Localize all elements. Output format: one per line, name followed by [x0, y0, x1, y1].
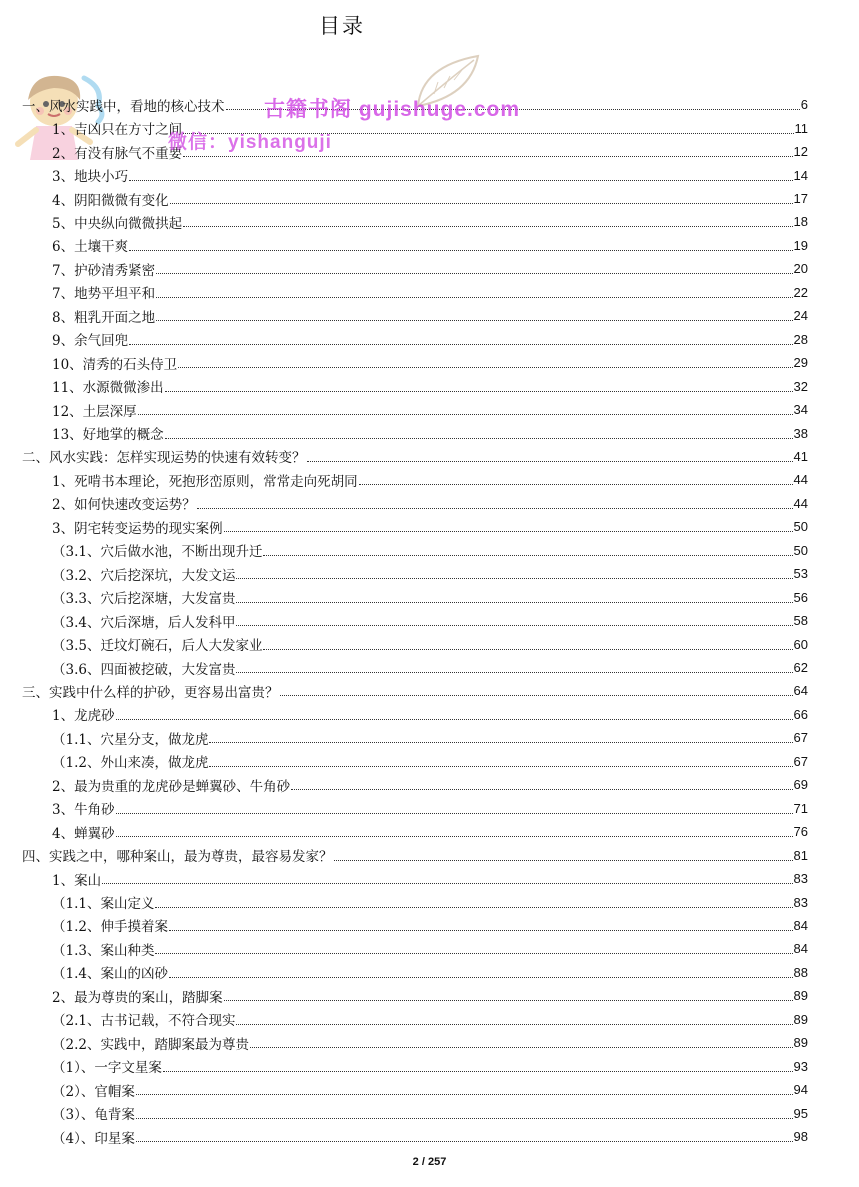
toc-dot-leader	[224, 1000, 793, 1001]
toc-dot-leader	[197, 508, 793, 509]
toc-entry[interactable]	[52, 398, 808, 421]
toc-dot-leader	[183, 156, 792, 157]
toc-entry-page-number: 94	[793, 1082, 808, 1098]
toc-entry[interactable]	[52, 726, 808, 749]
toc-entry-label: 9、余气回兜	[52, 333, 129, 350]
toc-entry-page-number: 89	[793, 1011, 808, 1027]
toc-entry-page-number: 6	[800, 97, 808, 113]
toc-entry-page-number: 93	[793, 1058, 808, 1074]
toc-entry-page-number: 28	[793, 331, 808, 347]
toc-entry[interactable]	[52, 1101, 808, 1124]
toc-entry[interactable]	[52, 937, 808, 960]
toc-entry-label: 2、如何快速改变运势？	[52, 497, 196, 514]
toc-entry-label: （3.2、穴后挖深坑，大发文运	[52, 567, 236, 584]
toc-entry[interactable]	[52, 750, 808, 773]
toc-entry-label: 12、土层深厚	[52, 403, 137, 420]
toc-dot-leader	[263, 649, 792, 650]
toc-entry-page-number: 71	[793, 800, 808, 816]
toc-entry-label: （1.1、案山定义	[52, 896, 155, 913]
toc-entry-page-number: 62	[793, 660, 808, 676]
toc-entry-label: 10、清秀的石头侍卫	[52, 356, 178, 373]
toc-entry-page-number: 24	[793, 308, 808, 324]
toc-entry[interactable]	[52, 656, 808, 679]
toc-entry-page-number: 19	[793, 237, 808, 253]
toc-entry-label: 1、吉凶只在方寸之间	[52, 122, 183, 139]
toc-entry[interactable]	[52, 304, 808, 327]
toc-dot-leader	[224, 531, 793, 532]
toc-dot-leader	[155, 907, 792, 908]
toc-entry-label: 2、最为尊贵的案山，踏脚案	[52, 989, 223, 1006]
toc-entry-page-number: 50	[793, 542, 808, 558]
toc-dot-leader	[236, 625, 792, 626]
toc-entry-label: 4、阴阳微微有变化	[52, 192, 169, 209]
toc-dot-leader	[334, 860, 793, 861]
toc-entry[interactable]	[52, 210, 808, 233]
toc-entry-page-number: 44	[793, 495, 808, 511]
toc-dot-leader	[116, 813, 793, 814]
toc-entry[interactable]	[52, 632, 808, 655]
toc-entry[interactable]	[22, 843, 808, 866]
toc-dot-leader	[280, 695, 793, 696]
toc-entry-page-number: 12	[793, 144, 808, 160]
toc-entry-page-number: 88	[793, 964, 808, 980]
toc-entry-label: 三、实践中什么样的护砂，更容易出富贵？	[22, 684, 279, 701]
toc-dot-leader	[263, 555, 792, 556]
toc-entry[interactable]	[52, 351, 808, 374]
toc-entry-label: （3.4、穴后深塘，后人发科甲	[52, 614, 236, 631]
toc-entry-label: （2）、官帽案	[52, 1083, 135, 1100]
toc-dot-leader	[116, 836, 793, 837]
toc-dot-leader	[169, 977, 793, 978]
toc-entry[interactable]	[52, 585, 808, 608]
toc-entry-label: 8、粗乳开面之地	[52, 309, 156, 326]
page-title: 目录	[319, 14, 365, 38]
toc-dot-leader	[129, 250, 792, 251]
toc-entry-label: 3、阴宅转变运势的现实案例	[52, 520, 223, 537]
toc-entry-page-number: 69	[793, 777, 808, 793]
toc-entry-label: 一、风水实践中，看地的核心技术	[22, 98, 225, 115]
toc-entry-page-number: 76	[793, 824, 808, 840]
toc-entry[interactable]	[52, 468, 808, 491]
toc-entry-label: （1）、一字文星案	[52, 1060, 162, 1077]
toc-entry-label: 二、风水实践：怎样实现运势的快速有效转变？	[22, 450, 306, 467]
toc-entry-label: （1.2、外山来凑，做龙虎	[52, 755, 209, 772]
toc-entry[interactable]	[52, 492, 808, 515]
toc-entry-page-number: 95	[793, 1105, 808, 1121]
toc-entry-page-number: 64	[793, 683, 808, 699]
toc-entry-label: 2、有没有脉气不重要	[52, 145, 183, 162]
toc-entry[interactable]	[52, 515, 808, 538]
toc-dot-leader	[250, 1047, 793, 1048]
toc-entry-label: （1.3、案山种类	[52, 942, 155, 959]
toc-entry[interactable]	[52, 797, 808, 820]
toc-dot-leader	[165, 438, 793, 439]
toc-dot-leader	[178, 367, 792, 368]
toc-dot-leader	[136, 1094, 793, 1095]
toc-entry[interactable]	[52, 257, 808, 280]
toc-entry[interactable]	[52, 609, 808, 632]
toc-entry-page-number: 67	[793, 730, 808, 746]
toc-entry[interactable]	[52, 820, 808, 843]
toc-entry-label: 11、水源微微渗出	[52, 380, 164, 397]
toc-entry[interactable]	[52, 328, 808, 351]
toc-dot-leader	[209, 766, 792, 767]
toc-entry-label: 1、龙虎砂	[52, 708, 115, 725]
toc-entry-label: （2.1、古书记载，不符合现实	[52, 1013, 236, 1030]
toc-entry[interactable]	[52, 961, 808, 984]
toc-entry-label: 2、最为贵重的龙虎砂是蝉翼砂、牛角砂	[52, 778, 291, 795]
toc-dot-leader	[236, 672, 792, 673]
watermark-site: 古籍书阁 gujishuge.com	[264, 98, 521, 121]
toc-dot-leader	[156, 320, 792, 321]
toc-entry-page-number: 29	[793, 355, 808, 371]
toc-dot-leader	[129, 344, 792, 345]
toc-entry-page-number: 11	[794, 120, 808, 136]
toc-entry[interactable]	[52, 562, 808, 585]
toc-entry-page-number: 60	[793, 636, 808, 652]
toc-dot-leader	[291, 789, 792, 790]
toc-entry-page-number: 56	[793, 589, 808, 605]
toc-entry-page-number: 67	[793, 753, 808, 769]
toc-entry[interactable]	[52, 140, 808, 163]
toc-dot-leader	[129, 180, 792, 181]
toc-entry-page-number: 84	[793, 941, 808, 957]
toc-entry[interactable]	[52, 1125, 808, 1148]
toc-dot-leader	[155, 953, 792, 954]
toc-entry-page-number: 38	[793, 425, 808, 441]
toc-entry-label: （3.3、穴后挖深塘，大发富贵	[52, 591, 236, 608]
toc-entry[interactable]	[52, 867, 808, 890]
toc-dot-leader	[116, 719, 793, 720]
toc-dot-leader	[359, 484, 793, 485]
toc-entry-label: （3.6、四面被挖破，大发富贵	[52, 661, 236, 678]
toc-entry-label: （1.2、伸手摸着案	[52, 919, 168, 936]
toc-entry[interactable]	[52, 890, 808, 913]
toc-entry-label: 3、牛角砂	[52, 802, 115, 819]
toc-dot-leader	[307, 461, 793, 462]
toc-entry[interactable]	[52, 773, 808, 796]
toc-entry[interactable]	[52, 421, 808, 444]
toc-dot-leader	[165, 391, 793, 392]
toc-entry[interactable]	[52, 1031, 808, 1054]
toc-entry[interactable]	[52, 539, 808, 562]
toc-entry[interactable]	[52, 703, 808, 726]
toc-entry-page-number: 20	[793, 261, 808, 277]
toc-dot-leader	[156, 297, 792, 298]
toc-entry-page-number: 83	[793, 871, 808, 887]
toc-dot-leader	[183, 226, 792, 227]
toc-entry-label: （2.2、实践中，踏脚案最为尊贵	[52, 1036, 249, 1053]
toc-entry-page-number: 53	[793, 566, 808, 582]
toc-entry-page-number: 84	[793, 917, 808, 933]
toc-dot-leader	[163, 1071, 793, 1072]
toc-entry-page-number: 41	[793, 448, 808, 464]
toc-dot-leader	[136, 1118, 793, 1119]
toc-entry[interactable]	[52, 187, 808, 210]
toc-entry-label: （3）、龟背案	[52, 1107, 135, 1124]
toc-dot-leader	[156, 273, 792, 274]
toc-entry-label: （3.5、迁坟灯碗石，后人大发家业	[52, 638, 263, 655]
toc-entry-label: （1.1、穴星分支，做龙虎	[52, 731, 209, 748]
toc-entry-page-number: 50	[793, 519, 808, 535]
toc-entry-page-number: 89	[793, 1035, 808, 1051]
toc-entry[interactable]	[52, 914, 808, 937]
toc-entry-label: 13、好地掌的概念	[52, 427, 164, 444]
toc-entry[interactable]	[22, 679, 808, 702]
toc-entry-label: 7、护砂清秀紧密	[52, 262, 156, 279]
toc-entry-label: （3.1、穴后做水池，不断出现升迁	[52, 544, 263, 561]
toc-entry[interactable]	[52, 984, 808, 1007]
toc-entry-page-number: 14	[793, 167, 808, 183]
toc-entry[interactable]	[22, 445, 808, 468]
toc-entry-label: （4）、印星案	[52, 1130, 135, 1147]
toc-entry[interactable]	[52, 1008, 808, 1031]
toc-entry-page-number: 34	[793, 402, 808, 418]
toc-dot-leader	[170, 203, 793, 204]
toc-dot-leader	[102, 883, 792, 884]
toc-dot-leader	[136, 1141, 793, 1142]
toc-entry-label: 1、死啃书本理论，死抱形峦原则，常常走向死胡同	[52, 473, 358, 490]
toc-dot-leader	[138, 414, 793, 415]
toc-entry-label: （1.4、案山的凶砂	[52, 966, 168, 983]
page-indicator: 2 / 257	[412, 1156, 447, 1168]
toc-entry[interactable]	[52, 281, 808, 304]
toc-dot-leader	[236, 578, 792, 579]
toc-entry-label: 3、地块小巧	[52, 169, 129, 186]
toc-entry-page-number: 17	[793, 191, 808, 207]
watermark-wechat: 微信：yishanguji	[168, 132, 332, 153]
toc-entry-page-number: 83	[793, 894, 808, 910]
toc-entry-page-number: 98	[793, 1129, 808, 1145]
toc-entry-label: 5、中央纵向微微拱起	[52, 215, 183, 232]
toc-entry-page-number: 22	[793, 284, 808, 300]
toc-entry[interactable]	[52, 234, 808, 257]
toc-entry[interactable]	[52, 1054, 808, 1077]
toc-entry-page-number: 66	[793, 706, 808, 722]
toc-dot-leader	[236, 602, 792, 603]
toc-entry-label: 1、案山	[52, 872, 102, 889]
toc-entry[interactable]	[52, 374, 808, 397]
toc-entry-label: 四、实践之中，哪种案山，最为尊贵，最容易发家？	[22, 849, 333, 866]
toc-dot-leader	[209, 742, 792, 743]
toc-dot-leader	[236, 1024, 792, 1025]
toc-entry-label: 6、土壤干爽	[52, 239, 129, 256]
toc-entry-page-number: 58	[793, 613, 808, 629]
toc-entry-label: 7、地势平坦平和	[52, 286, 156, 303]
toc-entry[interactable]	[52, 1078, 808, 1101]
toc-dot-leader	[169, 930, 793, 931]
toc-entry-page-number: 18	[793, 214, 808, 230]
toc-entry-page-number: 32	[793, 378, 808, 394]
toc-entry-page-number: 89	[793, 988, 808, 1004]
toc-entry-page-number: 81	[793, 847, 808, 863]
toc-entry-page-number: 44	[793, 472, 808, 488]
toc-entry-label: 4、蝉翼砂	[52, 825, 115, 842]
toc-entry[interactable]	[52, 163, 808, 186]
